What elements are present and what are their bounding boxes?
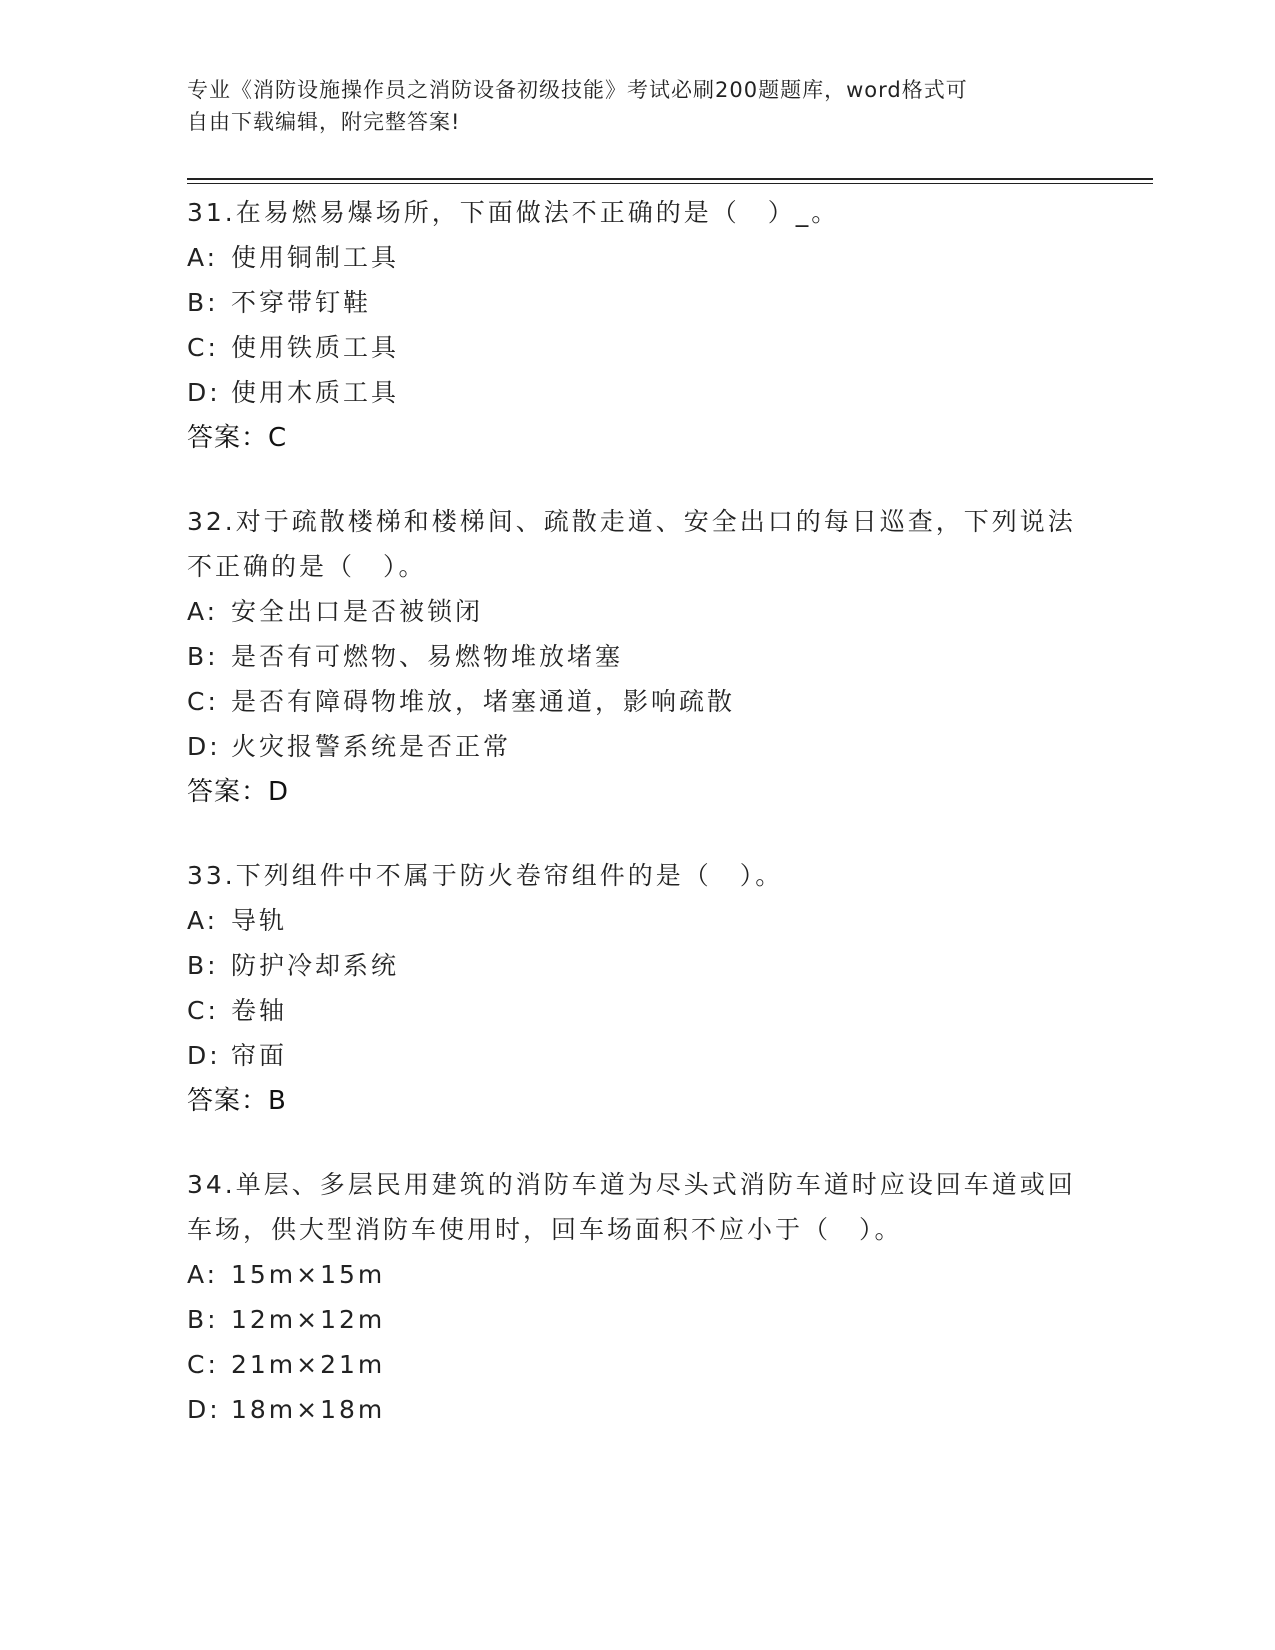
option-letter: A: <box>187 906 219 935</box>
option-text: 导轨 <box>231 906 288 935</box>
question-stem: 34.单层、多层民用建筑的消防车道为尽头式消防车道时应设回车道或回车场，供大型消防车使用时，回车场面积不应小于（ ）。 <box>187 1170 1076 1244</box>
option-a <box>187 589 1087 634</box>
option-c <box>187 988 1087 1033</box>
option-text: 帘面 <box>231 1041 288 1070</box>
option-letter: C: <box>187 333 219 362</box>
option-text: 使用铁质工具 <box>231 333 400 362</box>
option-text: 使用木质工具 <box>231 378 400 407</box>
header-line-2: 自由下载编辑，附完整答案! <box>187 110 461 134</box>
option-letter: C: <box>187 1350 219 1379</box>
question-32 <box>187 499 1087 815</box>
option-text: 12m×12m <box>231 1305 386 1334</box>
option-text: 15m×15m <box>231 1260 386 1289</box>
option-text: 安全出口是否被锁闭 <box>231 597 484 626</box>
answer-label: 答案：D <box>187 777 290 807</box>
question-stem: 31.在易燃易爆场所，下面做法不正确的是（ ）_。 <box>187 198 840 227</box>
question-stem: 33.下列组件中不属于防火卷帘组件的是（ ）。 <box>187 861 784 890</box>
option-d <box>187 1387 1087 1432</box>
option-text: 使用铜制工具 <box>231 243 400 272</box>
option-text: 卷轴 <box>231 996 288 1025</box>
option-d <box>187 724 1087 769</box>
option-letter: D: <box>187 1041 221 1070</box>
option-letter: C: <box>187 687 219 716</box>
option-d <box>187 1033 1087 1078</box>
option-c <box>187 1342 1087 1387</box>
option-b <box>187 634 1087 679</box>
option-text: 是否有可燃物、易燃物堆放堵塞 <box>231 642 624 671</box>
option-letter: D: <box>187 1395 221 1424</box>
header-line-1: 专业《消防设施操作员之消防设备初级技能》考试必刷200题题库，word格式可 <box>187 78 968 102</box>
option-letter: C: <box>187 996 219 1025</box>
question-list <box>187 190 1087 1470</box>
option-letter: B: <box>187 288 219 317</box>
option-c <box>187 325 1087 370</box>
answer-label: 答案：B <box>187 1086 287 1116</box>
answer-label: 答案：C <box>187 423 288 453</box>
option-b <box>187 1297 1087 1342</box>
option-b <box>187 943 1087 988</box>
question-31 <box>187 190 1087 461</box>
option-a <box>187 1252 1087 1297</box>
option-letter: A: <box>187 597 219 626</box>
option-b <box>187 280 1087 325</box>
option-a <box>187 235 1087 280</box>
option-letter: D: <box>187 732 221 761</box>
option-letter: D: <box>187 378 221 407</box>
header-divider-thick <box>187 178 1153 180</box>
option-letter: B: <box>187 642 219 671</box>
option-c <box>187 679 1087 724</box>
header-divider-thin <box>187 183 1153 184</box>
question-34 <box>187 1162 1087 1432</box>
option-text: 防护冷却系统 <box>231 951 400 980</box>
option-letter: A: <box>187 1260 219 1289</box>
question-stem: 32.对于疏散楼梯和楼梯间、疏散走道、安全出口的每日巡查，下列说法不正确的是（ ）。 <box>187 507 1076 581</box>
option-text: 不穿带钉鞋 <box>231 288 372 317</box>
option-letter: B: <box>187 951 219 980</box>
option-text: 火灾报警系统是否正常 <box>231 732 512 761</box>
question-33 <box>187 853 1087 1124</box>
option-text: 是否有障碍物堆放，堵塞通道，影响疏散 <box>231 687 736 716</box>
option-text: 18m×18m <box>231 1395 386 1424</box>
document-header <box>187 74 1087 138</box>
option-letter: B: <box>187 1305 219 1334</box>
option-d <box>187 370 1087 415</box>
option-a <box>187 898 1087 943</box>
option-text: 21m×21m <box>231 1350 386 1379</box>
option-letter: A: <box>187 243 219 272</box>
